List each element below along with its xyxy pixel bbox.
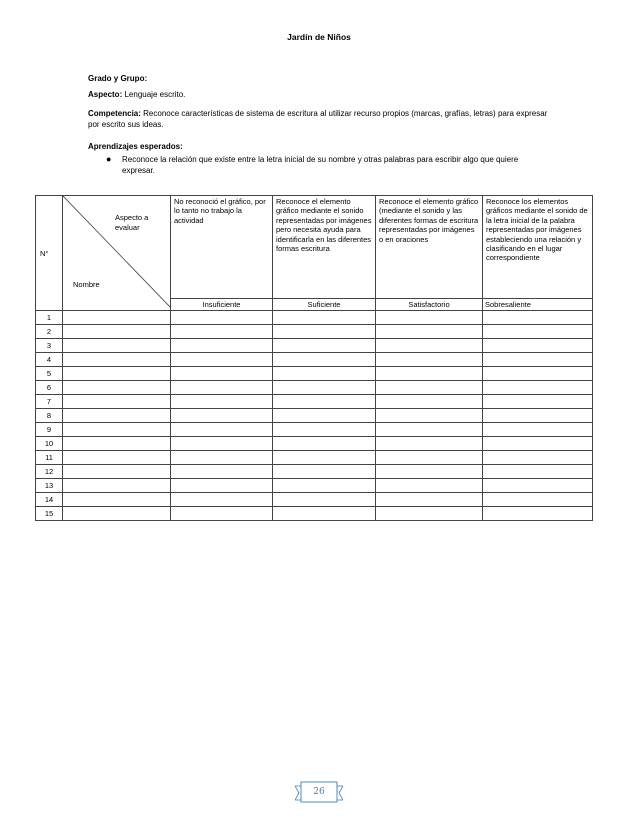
table-row xyxy=(36,451,593,465)
page-number: 26 xyxy=(313,787,325,797)
insuficiente-cell[interactable] xyxy=(171,465,273,479)
name-cell[interactable] xyxy=(63,451,171,465)
row-number: 15 xyxy=(36,507,63,521)
satisfactorio-cell[interactable] xyxy=(376,395,483,409)
suficiente-cell[interactable] xyxy=(273,381,376,395)
name-cell[interactable] xyxy=(63,311,171,325)
satisfactorio-cell[interactable] xyxy=(376,353,483,367)
satisfactorio-cell[interactable] xyxy=(376,423,483,437)
name-cell[interactable] xyxy=(63,395,171,409)
header-no: N° xyxy=(36,196,63,311)
competencia-label: Competencia: xyxy=(88,109,141,118)
suficiente-cell[interactable] xyxy=(273,339,376,353)
insuficiente-cell[interactable] xyxy=(171,311,273,325)
satisfactorio-cell[interactable] xyxy=(376,367,483,381)
row-number: 9 xyxy=(36,423,63,437)
insuficiente-cell[interactable] xyxy=(171,479,273,493)
insuficiente-cell[interactable] xyxy=(171,339,273,353)
insuficiente-cell[interactable] xyxy=(171,493,273,507)
row-number: 14 xyxy=(36,493,63,507)
name-cell[interactable] xyxy=(63,465,171,479)
suficiente-cell[interactable] xyxy=(273,465,376,479)
page-number-badge xyxy=(295,780,343,806)
name-cell[interactable] xyxy=(63,423,171,437)
insuficiente-cell[interactable] xyxy=(171,381,273,395)
satisfactorio-cell[interactable] xyxy=(376,451,483,465)
row-number: 6 xyxy=(36,381,63,395)
row-number: 2 xyxy=(36,325,63,339)
insuficiente-cell[interactable] xyxy=(171,437,273,451)
row-number: 1 xyxy=(36,311,63,325)
table-row xyxy=(36,311,593,325)
table-row xyxy=(36,493,593,507)
sobresaliente-cell[interactable] xyxy=(483,311,593,325)
suficiente-cell[interactable] xyxy=(273,353,376,367)
satisfactorio-cell[interactable] xyxy=(376,381,483,395)
table-row xyxy=(36,465,593,479)
row-number: 4 xyxy=(36,353,63,367)
aspecto-value: Lenguaje escrito. xyxy=(124,90,186,99)
sobresaliente-cell[interactable] xyxy=(483,493,593,507)
sobresaliente-cell[interactable] xyxy=(483,339,593,353)
insuficiente-cell[interactable] xyxy=(171,325,273,339)
table-row xyxy=(36,507,593,521)
descriptor-sobresaliente: Reconoce los elementos gráficos mediante el sonido de la letra inicial de la palabra representadas por imágenes estableciendo una relación y clasificando en el lugar correspondiente xyxy=(483,196,593,299)
table-row xyxy=(36,409,593,423)
name-cell[interactable] xyxy=(63,325,171,339)
level-sobresaliente: Sobresaliente xyxy=(483,299,593,311)
page-title: Jardín de Niños xyxy=(287,32,351,42)
grado-grupo-label: Grado y Grupo: xyxy=(88,74,148,83)
level-satisfactorio: Satisfactorio xyxy=(376,299,483,311)
aprendizajes-heading xyxy=(88,141,558,152)
name-cell[interactable] xyxy=(63,339,171,353)
row-number: 7 xyxy=(36,395,63,409)
satisfactorio-cell[interactable] xyxy=(376,493,483,507)
suficiente-cell[interactable] xyxy=(273,437,376,451)
evaluation-table xyxy=(35,195,593,521)
name-cell[interactable] xyxy=(63,367,171,381)
suficiente-cell[interactable] xyxy=(273,479,376,493)
aspecto-evaluar-label: Aspecto a evaluar xyxy=(115,213,149,232)
descriptor-suficiente: Reconoce el elemento gráfico mediante el sonido representadas por imágenes pero necesita ayuda para identificarla en las diferentes formas escritura xyxy=(273,196,376,299)
table-row xyxy=(36,367,593,381)
name-cell[interactable] xyxy=(63,493,171,507)
level-suficiente: Suficiente xyxy=(273,299,376,311)
table-row xyxy=(36,339,593,353)
sobresaliente-cell[interactable] xyxy=(483,353,593,367)
row-number: 8 xyxy=(36,409,63,423)
sobresaliente-cell[interactable] xyxy=(483,437,593,451)
name-cell[interactable] xyxy=(63,381,171,395)
table-row xyxy=(36,437,593,451)
row-number: 3 xyxy=(36,339,63,353)
satisfactorio-cell[interactable] xyxy=(376,465,483,479)
satisfactorio-cell[interactable] xyxy=(376,409,483,423)
name-cell[interactable] xyxy=(63,479,171,493)
table-row xyxy=(36,325,593,339)
sobresaliente-cell[interactable] xyxy=(483,423,593,437)
name-cell[interactable] xyxy=(63,507,171,521)
table-row xyxy=(36,479,593,493)
name-cell[interactable] xyxy=(63,437,171,451)
insuficiente-cell[interactable] xyxy=(171,451,273,465)
insuficiente-cell[interactable] xyxy=(171,353,273,367)
sobresaliente-cell[interactable] xyxy=(483,451,593,465)
grado-grupo-line xyxy=(88,73,558,84)
suficiente-cell[interactable] xyxy=(273,451,376,465)
insuficiente-cell[interactable] xyxy=(171,395,273,409)
sobresaliente-cell[interactable] xyxy=(483,367,593,381)
table-row xyxy=(36,395,593,409)
sobresaliente-cell[interactable] xyxy=(483,507,593,521)
suficiente-cell[interactable] xyxy=(273,325,376,339)
suficiente-cell[interactable] xyxy=(273,311,376,325)
satisfactorio-cell[interactable] xyxy=(376,339,483,353)
table-row xyxy=(36,353,593,367)
satisfactorio-cell[interactable] xyxy=(376,325,483,339)
suficiente-cell[interactable] xyxy=(273,507,376,521)
row-number: 11 xyxy=(36,451,63,465)
sobresaliente-cell[interactable] xyxy=(483,395,593,409)
header-aspecto-nombre xyxy=(63,196,171,311)
satisfactorio-cell[interactable] xyxy=(376,507,483,521)
suficiente-cell[interactable] xyxy=(273,409,376,423)
sobresaliente-cell[interactable] xyxy=(483,409,593,423)
descriptor-insuficiente: No reconoció el gráfico, por lo tanto no trabajo la actividad xyxy=(171,196,273,299)
sobresaliente-cell[interactable] xyxy=(483,381,593,395)
table-row xyxy=(36,423,593,437)
insuficiente-cell[interactable] xyxy=(171,507,273,521)
table-row xyxy=(36,381,593,395)
suficiente-cell[interactable] xyxy=(273,423,376,437)
descriptor-satisfactorio: Reconoce el elemento gráfico (mediante el sonido y las diferentes formas de escritura representadas por imágenes o en oraciones xyxy=(376,196,483,299)
insuficiente-cell[interactable] xyxy=(171,367,273,381)
aspecto-label: Aspecto: xyxy=(88,90,123,99)
competencia-line xyxy=(88,108,558,130)
sobresaliente-cell[interactable] xyxy=(483,479,593,493)
insuficiente-cell[interactable] xyxy=(171,409,273,423)
competencia-value: Reconoce características de sistema de escritura al utilizar recurso propios (marcas, grafías, letras) para expresar por escrito sus ideas. xyxy=(88,109,548,129)
satisfactorio-cell[interactable] xyxy=(376,479,483,493)
sobresaliente-cell[interactable] xyxy=(483,325,593,339)
sobresaliente-cell[interactable] xyxy=(483,465,593,479)
satisfactorio-cell[interactable] xyxy=(376,311,483,325)
level-insuficiente: Insuficiente xyxy=(171,299,273,311)
row-number: 13 xyxy=(36,479,63,493)
nombre-label: Nombre xyxy=(73,280,100,289)
insuficiente-cell[interactable] xyxy=(171,423,273,437)
name-cell[interactable] xyxy=(63,353,171,367)
row-number: 12 xyxy=(36,465,63,479)
row-number: 5 xyxy=(36,367,63,381)
satisfactorio-cell[interactable] xyxy=(376,437,483,451)
name-cell[interactable] xyxy=(63,409,171,423)
suficiente-cell[interactable] xyxy=(273,395,376,409)
row-number: 10 xyxy=(36,437,63,451)
suficiente-cell[interactable] xyxy=(273,493,376,507)
suficiente-cell[interactable] xyxy=(273,367,376,381)
aprendizajes-label: Aprendizajes esperados: xyxy=(88,142,183,151)
aspecto-line xyxy=(88,89,558,100)
aprendizajes-item-text: Reconoce la relación que existe entre la letra inicial de su nombre y otras palabras para escribir algo que quiere expresar. xyxy=(122,155,519,175)
bullet-icon: ● xyxy=(106,154,112,164)
